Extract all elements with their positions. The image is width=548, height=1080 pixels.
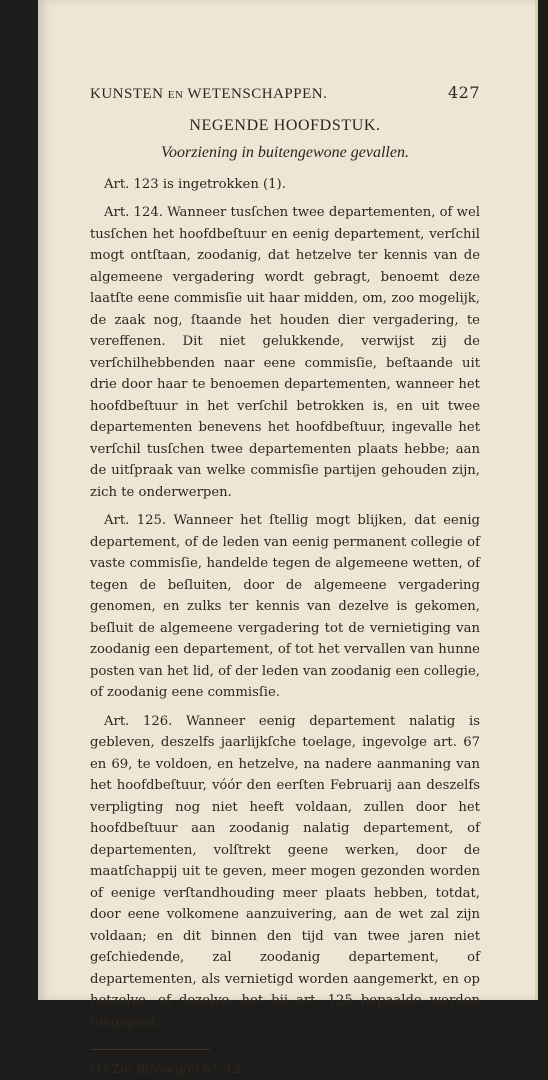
footnote-marker: (1) Zie — [90, 1061, 132, 1076]
running-title — [90, 84, 327, 107]
page-number: 427 — [447, 83, 480, 102]
section-heading: Voorziening in buitengewone gevallen. — [161, 144, 409, 161]
running-title-part2: WETENSCHAPPEN. — [187, 86, 328, 102]
footnote — [90, 1058, 480, 1080]
paragraph-art-123: Art. 123 is ingetrokken (1). — [104, 176, 286, 192]
footnote-rule — [90, 1049, 210, 1050]
text-block — [90, 82, 480, 1080]
paragraph-art-124: Art. 124. Wanneer tusſchen twee departementen, of wel tusſchen het hoofdbeſtuur en eenig departement, verſchil mogt ontſtaan, zoodanig, dat hetzelve ter kennis van de algemeene vergadering wordt gebragt, benoemt deze laatſte eene commisſie uit haar midden, om, zoo mogelijk, de zaak nog, ſtaande het houden dier vergadering, te vereffenen. Dit niet gelukkende, verwijst zij de verſchilhebbenden naar eene commisſie, beſtaande uit drie door haar te benoemen departementen, wanneer het hoofdbeſtuur in het verſchil betrokken is, en uit twee departementen benevens het hoofdbeſtuur, ingevalle het verſchil tusſchen twee departementen plaats hebbe; aan de uitſpraak van welke commisſie partijen gehouden zijn, zich te onderwerpen. — [90, 205, 480, 500]
running-title-small: EN — [167, 89, 184, 101]
chapter-heading: NEGENDE HOOFDSTUK. — [189, 116, 381, 134]
paragraph-art-125: Art. 125. Wanneer het ſtellig mogt blijken, dat eenig departement, of de leden van eenig permanent collegie of vaste commisſie, handelde tegen de algemeene wetten, of tegen de beſluiten, door de algemeene vergadering genomen, en zulks ter kennis van dezelve is gekomen, beſluit de algemeene vergadering tot de vernietiging van zoodanig een departement, of tot het vervallen van hunne posten van het lid, of der leden van zoodanig een collegie, of zoodanig eene commisſie. — [90, 513, 480, 700]
footnote-reference: Bijvoegſel — [135, 1061, 199, 1076]
running-head — [90, 82, 480, 107]
footnote-number: n°. 12. — [202, 1061, 245, 1076]
running-title-part1: KUNSTEN — [90, 86, 164, 102]
page-edge — [535, 0, 538, 1000]
paragraph-art-126: Art. 126. Wanneer eenig departement nalatig is gebleven, deszelfs jaarlijkſche toelage, ingevolge art. 67 en 69, te voldoen, en hetzelve, na nadere aanmaning van het hoofdbeſtuur, vóór den eerſten Februarij aan deszelfs verpligting nog niet heeft voldaan, zullen door het hoofdbeſtuur aan zoodanig nalatig departement, of departementen, volſtrekt geene werken, door de maatſchappij uit te geven, meer mogen gezonden worden of eenige verſtandhouding meer plaats hebben, totdat, door eene volkomene aanzuivering, aan de wet zal zijn voldaan; en dit binnen den tijd van twee jaren niet geſchiedende, zal zoodanig departement, of departementen, als vernietigd worden aangemerkt, en op hetzelve, of dezelve, het bij art. 125 bepaalde worden toegepast. — [90, 713, 480, 1030]
book-page — [38, 0, 538, 1076]
